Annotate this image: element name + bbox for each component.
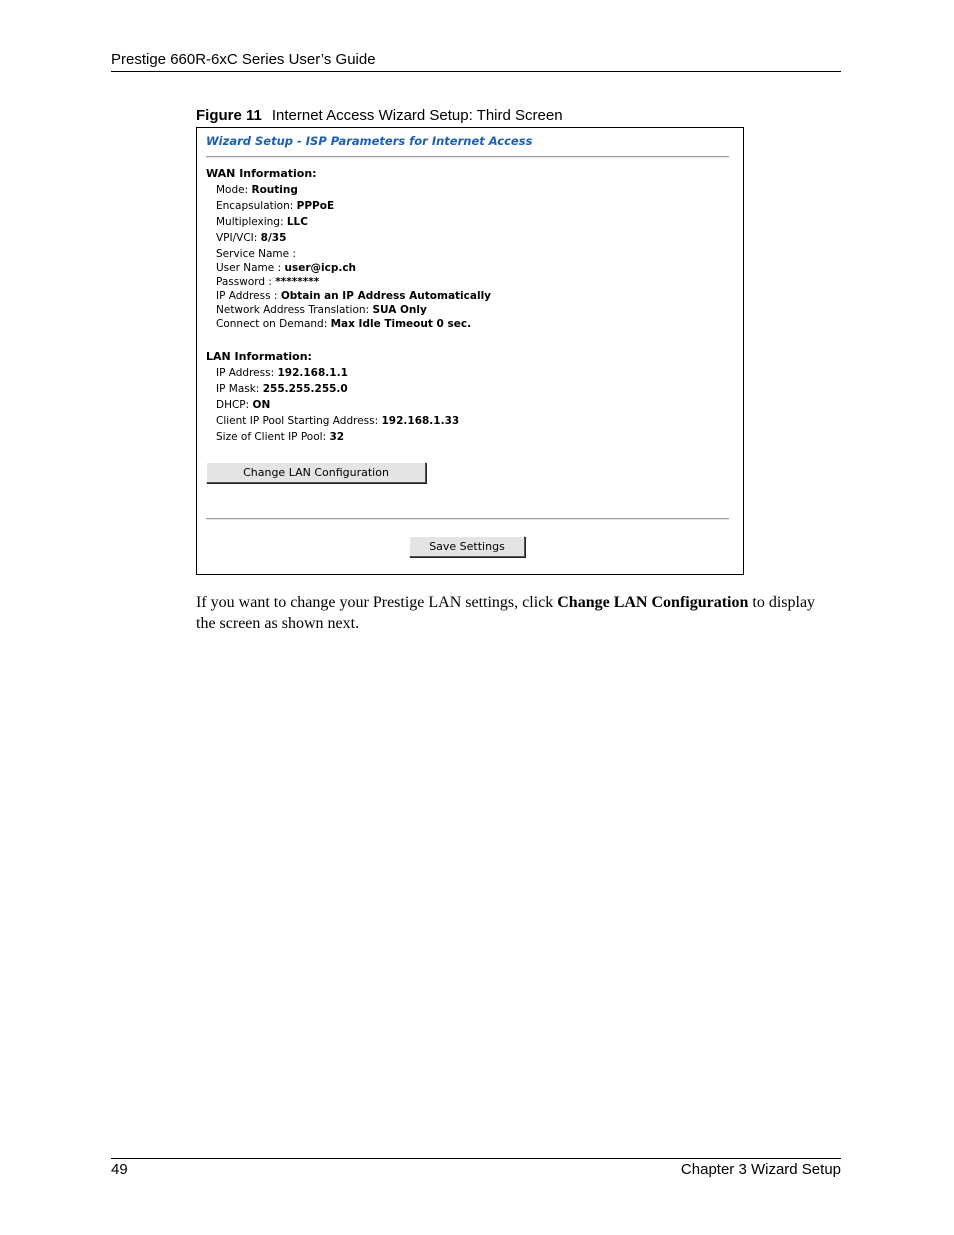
- title-divider: [206, 156, 729, 158]
- wan-multiplexing: Multiplexing: LLC: [216, 216, 308, 228]
- wan-heading: WAN Information:: [206, 167, 317, 180]
- wizard-title: Wizard Setup - ISP Parameters for Internet Access: [206, 134, 533, 148]
- wan-connect-on-demand: Connect on Demand: Max Idle Timeout 0 sec.: [216, 318, 472, 330]
- lan-ip-address: IP Address: 192.168.1.1: [216, 367, 348, 379]
- lan-heading: LAN Information:: [206, 350, 312, 363]
- body-paragraph: If you want to change your Prestige LAN settings, click Change LAN Configuration to display the screen as shown next.: [196, 594, 816, 632]
- wan-mode: Mode: Routing: [216, 184, 298, 196]
- lan-ip-mask: IP Mask: 255.255.255.0: [216, 383, 348, 395]
- footer-divider: [206, 518, 729, 520]
- wan-password: Password : ********: [216, 276, 320, 288]
- wizard-screenshot: [196, 127, 744, 575]
- page-header: Prestige 660R-6xC Series User’s Guide: [111, 51, 841, 72]
- figure-caption: [196, 107, 563, 124]
- wan-service-name: Service Name :: [216, 248, 296, 260]
- wan-ip-address: IP Address : Obtain an IP Address Automatically: [216, 290, 492, 302]
- lan-pool-start: Client IP Pool Starting Address: 192.168.1.33: [216, 415, 460, 427]
- wan-vpi-vci: VPI/VCI: 8/35: [216, 232, 287, 244]
- save-settings-button[interactable]: Save Settings: [409, 536, 525, 557]
- figure-number: Figure 11: [196, 107, 262, 124]
- wan-user-name: User Name : user@icp.ch: [216, 262, 357, 274]
- lan-dhcp: DHCP: ON: [216, 399, 271, 411]
- figure-title: Internet Access Wizard Setup: Third Screen: [271, 107, 563, 124]
- wan-encapsulation: Encapsulation: PPPoE: [216, 200, 335, 212]
- lan-pool-size: Size of Client IP Pool: 32: [216, 431, 345, 443]
- page-number: 49: [111, 1161, 128, 1178]
- change-lan-configuration-button[interactable]: Change LAN Configuration: [206, 462, 426, 483]
- chapter-label: Chapter 3 Wizard Setup: [680, 1161, 841, 1178]
- wan-nat: Network Address Translation: SUA Only: [216, 304, 427, 316]
- footer-rule: [111, 1158, 841, 1159]
- emphasis-change-lan: Change LAN Configuration: [557, 594, 749, 611]
